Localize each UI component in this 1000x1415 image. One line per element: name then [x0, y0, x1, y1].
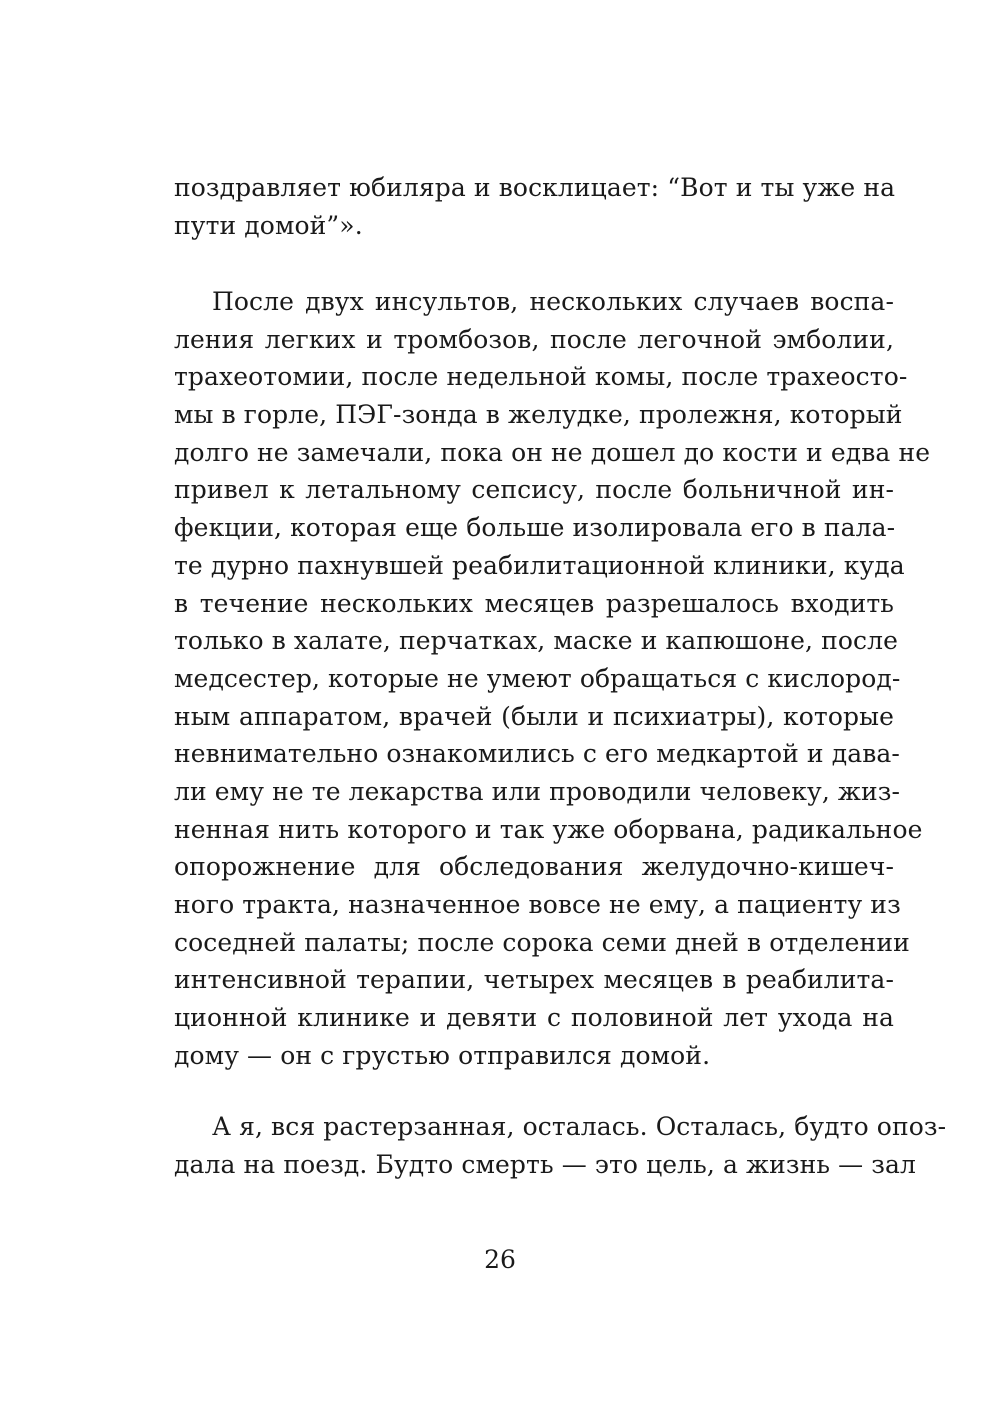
text-line: ным аппаратом, врачей (были и психиатры), которые	[174, 701, 894, 731]
text-line: После двух инсультов, нескольких случаев воспа-	[212, 287, 894, 316]
text-line: опорожнение для обследования желудочно-кишеч-	[174, 852, 894, 882]
text-line: ционной клинике и девяти с половиной лет ухода на	[174, 1003, 894, 1033]
text-line: интенсивной терапии, четырех месяцев в реабилита-	[174, 965, 894, 995]
text-line: фекции, которая еще больше изолировала его в пала-	[174, 513, 896, 543]
text-line: поздравляет юбиляра и восклицает: “Вот и ты уже на	[174, 173, 896, 202]
page-number: 26	[484, 1245, 516, 1274]
text-line: медсестер, которые не умеют обращаться с кислород-	[174, 663, 901, 693]
text-line: в течение нескольких месяцев разрешалось входить	[174, 588, 894, 618]
text-line: ления легких и тромбозов, после легочной эмболии,	[174, 324, 894, 354]
text-line: дому — он с грустью отправился домой.	[174, 1040, 711, 1070]
text-line: те дурно пахнувшей реабилитационной клиники, куда	[174, 550, 905, 580]
paragraph-closing	[174, 1108, 947, 1183]
text-line: А я, вся растерзанная, осталась. Осталась, будто опоз-	[212, 1112, 947, 1141]
text-line: пути домой”».	[174, 210, 363, 240]
text-line: ли ему не те лекарства или проводили человеку, жиз-	[174, 776, 901, 806]
text-line: ного тракта, назначенное вовсе не ему, а пациенту из	[174, 890, 901, 919]
paragraph-main	[174, 283, 931, 1074]
text-line: мы в горле, ПЭГ-зонда в желудке, пролежня, который	[174, 400, 903, 430]
text-line: дала на поезд. Будто смерть — это цель, а жизнь — зал	[174, 1149, 916, 1179]
text-line: невнимательно ознакомились с его медкартой и дава-	[174, 739, 900, 769]
text-line: ненная нить которого и так уже оборвана, радикальное	[174, 814, 923, 844]
text-line: только в халате, перчатках, маске и капюшоне, после	[174, 626, 898, 656]
text-line: соседней палаты; после сорока семи дней в отделении	[174, 927, 910, 957]
text-line: трахеотомии, после недельной комы, после трахеосто-	[174, 362, 908, 392]
text-line: долго не замечали, пока он не дошел до кости и едва не	[174, 437, 931, 467]
text-line: привел к летальному сепсису, после больничной ин-	[174, 475, 894, 505]
paragraph-continuation	[174, 169, 894, 244]
